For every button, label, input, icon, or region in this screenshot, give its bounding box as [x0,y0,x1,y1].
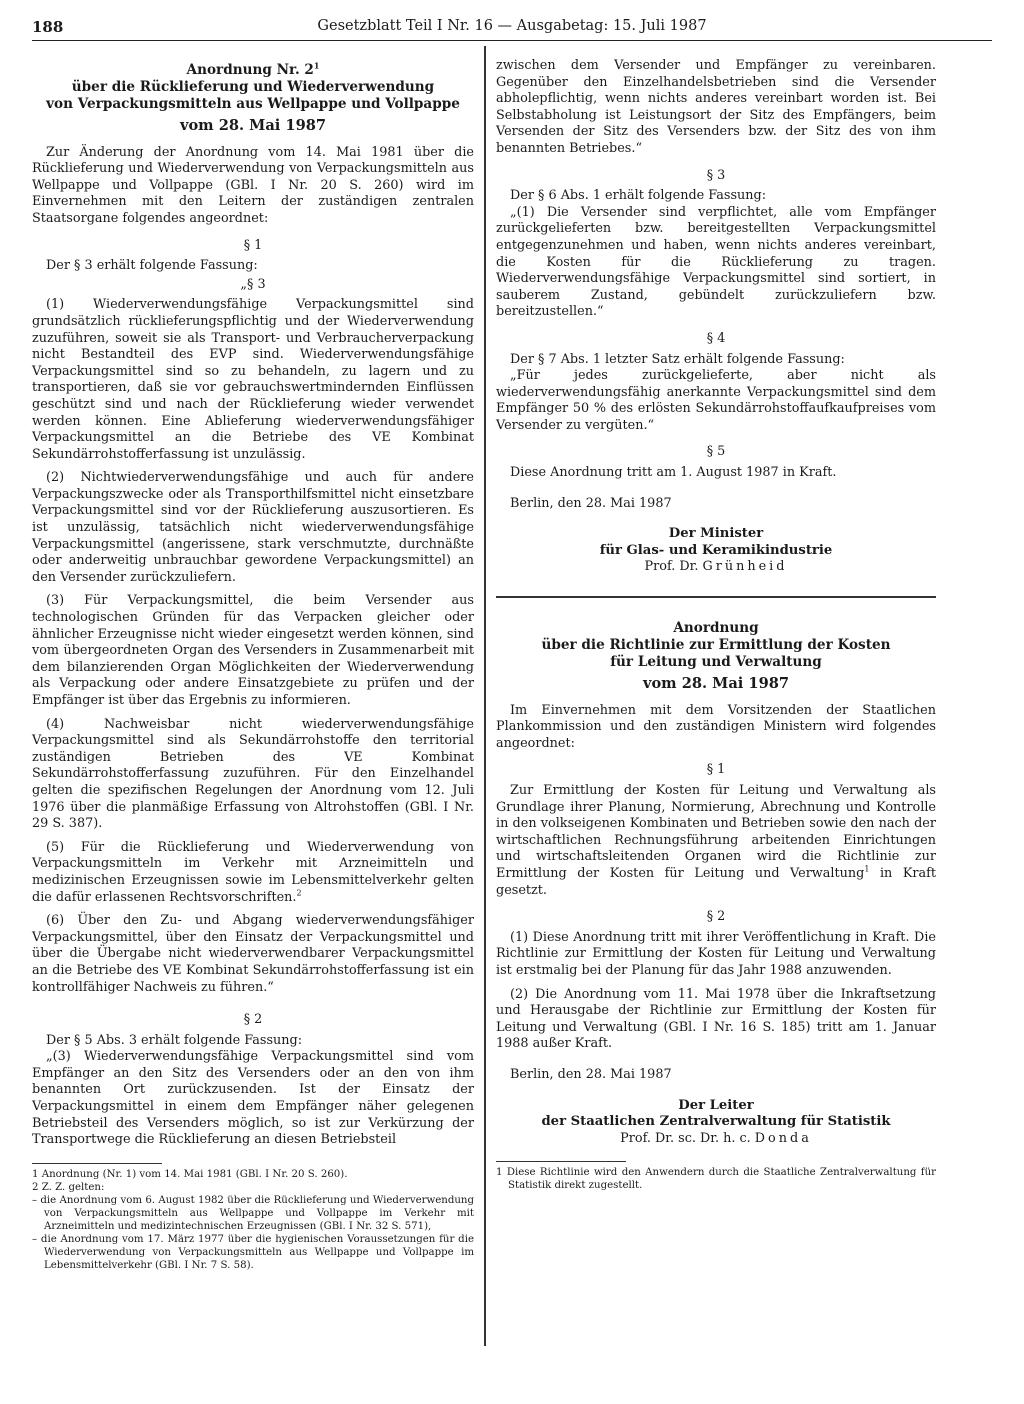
decree-title-line-3: von Verpackungsmitteln aus Wellpappe und Vollpappe [46,96,460,112]
page-number: 188 [32,18,64,36]
quoted-section-heading: „§ 3 [240,276,266,292]
signature-block [496,526,936,576]
section-heading: § 1 [706,762,726,778]
signature-block [496,1098,936,1148]
footnote-ref: 1 [864,864,870,874]
signatory-title: Der Minister [668,526,764,542]
column-divider [484,46,486,1346]
right-column [496,58,936,1192]
decree-title [32,62,474,113]
decree-title [496,620,936,671]
footnote: 1 Anordnung (Nr. 1) vom 14. Mai 1981 (GBl. I Nr. 20 S. 260). [32,1168,348,1180]
signatory-name [496,1131,936,1148]
section-heading: § 3 [706,167,726,183]
place-date: Berlin, den 28. Mai 1987 [510,1066,672,1082]
paragraph: (4) Nachweisbar nicht wiederverwendungsfähige Verpackungsmittel sind als Sekundärrohstoffe den territorial zuständigen Betrieben des VE Kombinat Sekundärrohstofferfassung zuzuführen. Für den Einzelhandel gelten die spezifischen Regelungen der Anordnung vom 12. Juli 1976 über die planmäßige Erfassung von Altrohstoffen (GBl. I Nr. 29 S. 387). [32,716,474,832]
section-text: Diese Anordnung tritt am 1. August 1987 in Kraft. [510,465,837,481]
running-head: Gesetzblatt Teil I Nr. 16 — Ausgabetag: 15. Juli 1987 [317,18,707,34]
paragraph-text: (5) Für die Rücklieferung und Wiederverwendung von Verpackungsmitteln im Verkehr mit Arzneimitteln und medizinischen Erzeugnissen sowie im Lebensmittelverkehr gelten die dafür erlassenen Rechtsvorschriften. [32,839,474,905]
section-text: Der § 3 erhält folgende Fassung: [46,258,258,274]
footnote-ref: 2 [296,888,302,898]
intro-paragraph: Im Einvernehmen mit dem Vorsitzenden der Staatlichen Plankommission und den zuständigen Ministern wird folgendes angeordnet: [496,702,936,751]
place-date: Berlin, den 28. Mai 1987 [510,495,672,511]
signatory-prefix: Prof. Dr. [644,559,699,575]
section-heading: § 2 [706,909,726,925]
section-text: Der § 6 Abs. 1 erhält folgende Fassung: [510,188,767,204]
decree-date: vom 28. Mai 1987 [179,117,327,134]
signatory-surname: Donda [754,1130,812,1146]
paragraph [496,783,936,899]
signatory-prefix: Prof. Dr. sc. Dr. h. c. [620,1130,751,1146]
section-heading: § 5 [706,444,726,460]
quoted-paragraph: „Für jedes zurückgelieferte, aber nicht als wiederverwendungsfähig anerkannte Verpackungsmittel sind dem Empfänger 50 % des erlösten Sekundärrohstoffaufkaufpreises vom Versender zu vergüten.“ [496,368,936,433]
decree-title-line-2: über die Richtlinie zur Ermittlung der Kosten [541,637,891,654]
section-text: Der § 7 Abs. 1 letzter Satz erhält folgende Fassung: [510,351,845,367]
paragraph-text: Zur Ermittlung der Kosten für Leitung und Verwaltung als Grundlage ihrer Planung, Normierung, Abrechnung und Kontrolle in den volkseigenen Kombinaten und Betrieben sowie den nach der wirtschaftlichen Rechnungsführung arbeitenden Einrichtungen und wirtschaftsleitenden Organen wird die Richtlinie zur Ermittlung der Kosten für Leitung und Verwaltung [496,783,936,881]
paragraph: (2) Die Anordnung vom 11. Mai 1978 über die Inkraftsetzung und Herausgabe der Richtlinie zur Ermittlung der Kosten für Leitung und Verwaltung (GBl. I Nr. 16 S. 185) tritt am 1. Januar 1988 außer Kraft. [496,986,936,1052]
paragraph: (2) Nichtwiederverwendungsfähige und auch für andere Verpackungszwecke oder als Transporthilfsmittel nicht einsetzbare Verpackungsmittel sind vor der Rücklieferung auszusortieren. Es ist unzulässig, tatsächlich nicht wiederverwendungsfähige Verpackungsmittel (angerissene, stark verschmutzte, durchnäßte oder anderweitig unbrauchbar gewordene Verpackungsmittel) an den Versender zurückzuliefern. [32,470,474,585]
decree-title-line-2: über die Rücklieferung und Wiederverwendung [71,79,435,95]
decree-title-line-1: Anordnung [673,620,759,637]
section-heading: § 1 [243,237,263,253]
paragraph-text: in Kraft gesetzt. [496,865,937,898]
footnote: – die Anordnung vom 17. März 1977 über die hygienischen Voraussetzungen für die Wiederverwendung von Verpackungsmitteln aus Wellpappe und Vollpappe im Lebensmittelverkehr (GBl. I Nr. 7 S. 58). [32,1233,474,1271]
footnotes [496,1166,936,1192]
footnote: 1 Diese Richtlinie wird den Anwendern durch die Staatliche Zentralverwaltung für Statistik direkt zugestellt. [496,1167,936,1192]
footnote-rule [32,1163,162,1164]
paragraph [32,840,474,906]
section-text: Der § 5 Abs. 3 erhält folgende Fassung: [46,1032,303,1048]
intro-paragraph: Zur Änderung der Anordnung vom 14. Mai 1981 über die Rücklieferung und Wiederverwendung von Verpackungsmitteln aus Wellpappe und Vollpappe (GBl. I Nr. 20 S. 260) wird im Einvernehmen mit den Leitern der zuständigen zentralen Staatsorgane folgendes angeordnet: [32,144,474,226]
paragraph: (1) Diese Anordnung tritt mit ihrer Veröffentlichung in Kraft. Die Richtlinie zur Ermittlung der Kosten für Leitung und Verwaltung ist erstmalig bei der Planung für das Jahr 1988 anzuwenden. [496,929,936,978]
continued-paragraph: zwischen dem Versender und Empfänger zu vereinbaren. Gegenüber den Einzelhandelsbetrieben sind die Versender abholepflichtig, wenn nichts anderes vereinbart worden ist. Bei Selbstabholung ist Leistungsort der Sitz des Empfängers, beim Versenden der Sitz des Versenders bzw. der Sitz des von ihm benannten Betriebes.“ [496,58,936,156]
footnote: – die Anordnung vom 6. August 1982 über die Rücklieferung und Wiederverwendung von Verpackungsmitteln aus Wellpappe und Vollpappe im Verkehr mit Arzneimitteln und medizintechnischen Erzeugnissen (GBl. I Nr. 32 S. 571), [32,1194,474,1232]
page-header [32,10,992,41]
signatory-surname: Grünheid [702,559,788,575]
signatory-office: der Staatlichen Zentralverwaltung für Statistik [541,1114,891,1130]
decree-title-line-3: für Leitung und Verwaltung [610,654,822,671]
paragraph: (6) Über den Zu- und Abgang wiederverwendungsfähiger Verpackungsmittel, über den Einsatz der Verpackungsmittel und über die Übergabe nicht wiederverwendbarer Verpackungsmittel an die Betriebe des VE Kombinat Sekundärrohstofferfassung ist ein kontrollfähiger Nachweis zu führen.“ [32,913,474,995]
footnotes [32,1168,474,1272]
quoted-paragraph: „(1) Die Versender sind verpflichtet, alle vom Empfänger zurückgelieferten bzw. bereitgestellten Verpackungsmittel entgegenzunehmen und haben, wenn nichts anderes vereinbart, die Kosten für die Rücklieferung zu tragen. Wiederverwendungsfähige Verpackungsmittel sind sortiert, in sauberem Zustand, gebündelt zurückzuliefern bzw. bereitzustellen.“ [496,204,936,320]
section-heading: § 2 [243,1012,263,1028]
signatory-office: für Glas- und Keramikindustrie [599,542,833,558]
footnote: 2 Z. Z. gelten: [32,1181,105,1193]
footnote-rule [496,1161,626,1162]
section-divider [496,596,936,598]
paragraph: (3) Für Verpackungsmittel, die beim Versender aus technologischen Gründen für das Verpacken gleicher oder ähnlicher Erzeugnisse nicht wieder eingesetzt werden können, sind vom übergeordneten Organ des Versenders in Zusammenarbeit mit dem bilanzierenden Organ Möglichkeiten der Wiederverwendung als Verpackung oder andere Einsatzgebiete zu prüfen und der Empfänger ist über das Ergebnis zu informieren. [32,593,474,708]
decree-date: vom 28. Mai 1987 [642,675,790,693]
decree-title-line-1: Anordnung Nr. 2 [186,62,314,78]
section-heading: § 4 [706,330,726,346]
paragraph: (1) Wiederverwendungsfähige Verpackungsmittel sind grundsätzlich rücklieferungspflichtig und der Wiederverwendung zuzuführen, soweit sie als Transport- und Verbraucherverpackung nicht Bestandteil des EVP sind. Wiederverwendungsfähige Verpackungsmittel sind so zu behandeln, zu lagern und zu transportieren, daß sie vor gebrauchswertmindernden Einflüssen geschützt sind und nach der Rücklieferung wieder verwendet werden können. Eine Ablieferung wiederverwendungsfähiger Verpackungsmittel an die Betriebe des VE Kombinat Sekundärrohstofferfassung ist unzulässig. [32,297,474,462]
signatory-title: Der Leiter [678,1097,754,1113]
footnote-ref: 1 [313,60,320,71]
quoted-paragraph: „(3) Wiederverwendungsfähige Verpackungsmittel sind vom Empfänger an den Sitz des Versenders oder an den von ihm benannten Ort zurückzusenden. Ist der Einsatz der Verpackungsmittel in einem dem Empfänger näher gelegenen Betriebsteil des Versenders möglich, so ist zur Verkürzung der Transportwege die Rücklieferung an diesen Betriebsteil [32,1049,474,1148]
signatory-name [496,559,936,576]
left-column [32,62,474,1272]
